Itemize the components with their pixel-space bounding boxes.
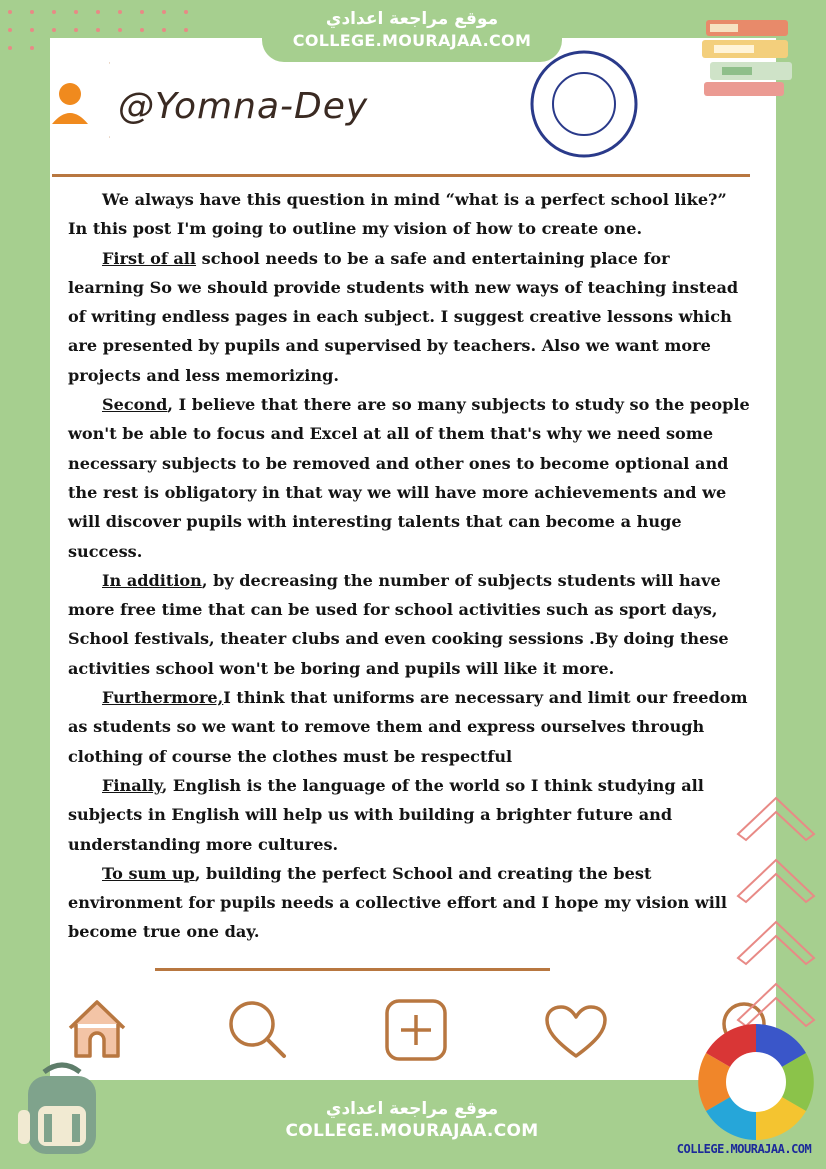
backpack-icon	[14, 1058, 110, 1156]
footer-divider	[155, 968, 550, 971]
profile-handle[interactable]: @Yomna-Dey	[118, 86, 369, 127]
books-icon	[700, 12, 800, 102]
site-arabic-name: موقع مراجعة اعدادي	[325, 9, 499, 29]
paragraph-lead: To sum up	[102, 863, 195, 883]
site-url[interactable]: COLLEGE.MOURAJAA.COM	[292, 31, 532, 50]
paragraph-text: , building the perfect School and creating the best environment for pupils needs a collective effort and I hope my vision will become true one day.	[68, 863, 728, 942]
site-banner-top[interactable]	[262, 0, 562, 62]
avatar-icon	[52, 58, 110, 142]
paragraph-text: , English is the language of the world so I think studying all subjects in English will help us with building a brighter future and understanding more cultures.	[68, 775, 704, 854]
essay-paragraph	[68, 859, 750, 947]
essay-paragraph	[68, 771, 750, 859]
site-banner-bottom[interactable]	[262, 1080, 562, 1169]
home-icon[interactable]	[64, 998, 130, 1060]
paragraph-lead: Furthermore,	[102, 688, 224, 708]
essay-intro	[68, 185, 750, 244]
chevron-up-icon	[734, 978, 818, 1028]
paragraph-text: school needs to be a safe and entertaining place for learning So we should provide students with new ways of teaching instead of writing endless pages in each subject. I suggest creative lessons which are presented by pupils and supervised by teachers. Also we want more projects and less memorizing.	[68, 248, 739, 385]
paragraph-lead: In addition	[102, 570, 202, 590]
paragraph-lead: Finally	[102, 775, 162, 795]
essay-paragraph	[68, 683, 750, 771]
paragraph-lead: Second	[102, 395, 168, 415]
paragraph-text: I think that uniforms are necessary and limit our freedom as students so we want to remove them and express ourselves through clothing of course the clothes must be respectful	[68, 688, 748, 766]
site-arabic-name: موقع مراجعة اعدادي	[325, 1099, 499, 1119]
search-icon[interactable]	[226, 998, 288, 1060]
header-divider	[52, 174, 750, 177]
school-stamp-icon	[528, 48, 640, 160]
chevron-up-icon	[734, 792, 818, 842]
heart-icon[interactable]	[544, 1004, 608, 1060]
college-logo-icon[interactable]	[696, 1022, 816, 1142]
essay-intro-text: We always have this question in mind “what is a perfect school like?” In this post I'm going to outline my vision of how to create one.	[68, 190, 727, 239]
paragraph-text: , I believe that there are so many subjects to study so the people won't be able to focus and Excel at all of them that's why we need some necessary subjects to be removed and other ones to become optional and the rest is obligatory in that way we will have more achievements and we will discover pupils with interesting talents that can become a huge success.	[68, 395, 750, 561]
paragraph-lead: First of all	[102, 248, 197, 268]
college-logo-url[interactable]: COLLEGE.MOURAJAA.COM	[676, 1142, 812, 1156]
essay-paragraph	[68, 390, 750, 566]
essay-paragraph	[68, 566, 750, 683]
essay-paragraph	[68, 244, 750, 390]
essay-body	[68, 185, 750, 947]
add-icon[interactable]	[384, 998, 448, 1062]
site-url[interactable]: COLLEGE.MOURAJAA.COM	[285, 1121, 539, 1141]
paragraph-text: , by decreasing the number of subjects students will have more free time that can be used for school activities such as sport days, School festivals, theater clubs and even cooking sessions .By doing these activities school won't be boring and pupils will like it more.	[68, 570, 729, 678]
chevron-up-icon	[734, 916, 818, 966]
chevron-up-icon	[734, 854, 818, 904]
